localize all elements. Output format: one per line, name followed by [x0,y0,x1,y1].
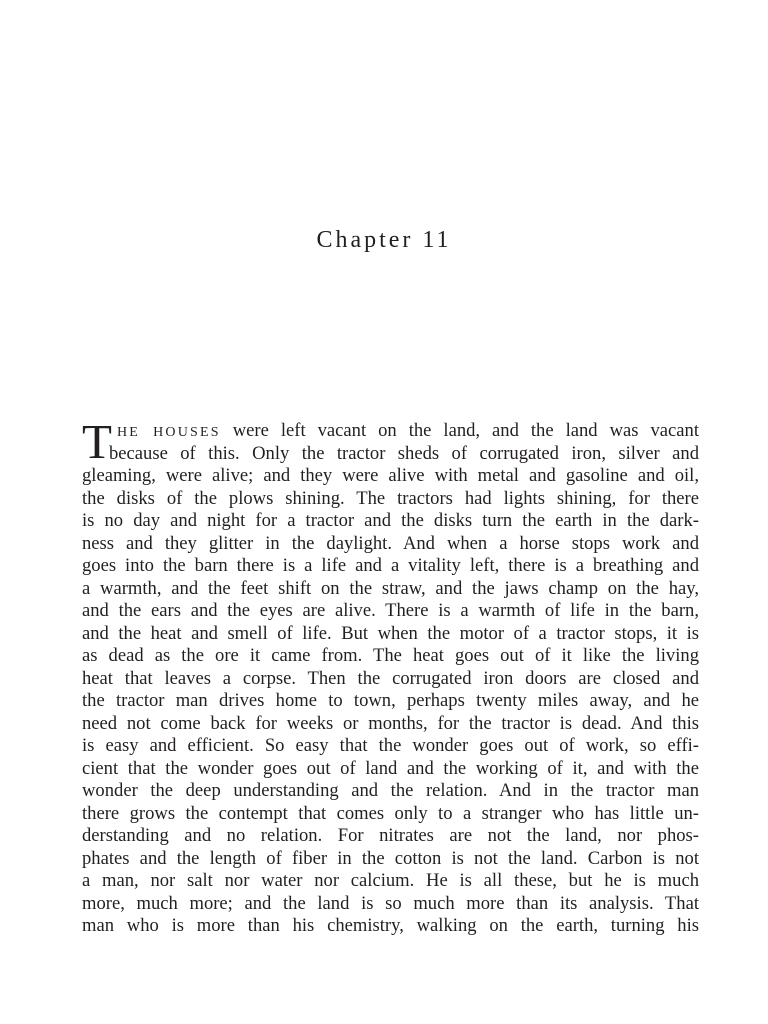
text-line: ness and they glitter in the daylight. And when a horse stops work and [82,532,699,554]
text-line: and the ears and the eyes are alive. There is a warmth of life in the barn, [82,600,699,621]
text-line: cient that the wonder goes out of land and the working of it, and with the [82,757,699,779]
text-line: need not come back for weeks or months, for the tractor is dead. And this [82,712,699,734]
chapter-title: Chapter 11 [316,227,452,253]
text-line: is easy and efficient. So easy that the wonder goes out of work, so effi- [82,735,699,756]
text-line: as dead as the ore it came from. The heat goes out of it like the living [82,645,699,666]
first-line-content [117,420,699,443]
text-line: more, much more; and the land is so much more than its analysis. That [82,892,699,914]
lead-small-caps: HE HOUSES [117,425,221,440]
text-line: man who is more than his chemistry, walking on the earth, turning his [82,915,699,936]
text-line: is no day and night for a tractor and the disks turn the earth in the dark- [82,510,699,531]
text-line: heat that leaves a corpse. Then the corrugated iron doors are closed and [82,667,699,689]
text-line: the tractor man drives home to town, perhaps twenty miles away, and he [82,690,699,711]
text-line: the disks of the plows shining. The tractors had lights shining, for there [82,487,699,509]
text-line: and the heat and smell of life. But when the motor of a tractor stops, it is [82,622,699,644]
text-line: wonder the deep understanding and the relation. And in the tractor man [82,780,699,801]
text-line: there grows the contempt that comes only to a stranger who has little un- [82,802,699,824]
text-line: a warmth, and the feet shift on the straw, and the jaws champ on the hay, [82,577,699,599]
drop-cap: T [82,414,112,469]
text-line: goes into the barn there is a life and a vitality left, there is a breathing and [82,555,699,576]
chapter-body [82,414,699,938]
first-line-rest: were left vacant on the land, and the land was vacant [220,420,699,441]
text-line: phates and the length of fiber in the cotton is not the land. Carbon is not [82,847,699,869]
text-line: a man, nor salt nor water nor calcium. He is all these, but he is much [82,870,699,891]
text-line: because of this. Only the tractor sheds of corrugated iron, silver and [109,442,699,464]
text-line: gleaming, were alive; and they were alive with metal and gasoline and oil, [82,465,699,486]
text-line: derstanding and no relation. For nitrates are not the land, nor phos- [82,825,699,846]
